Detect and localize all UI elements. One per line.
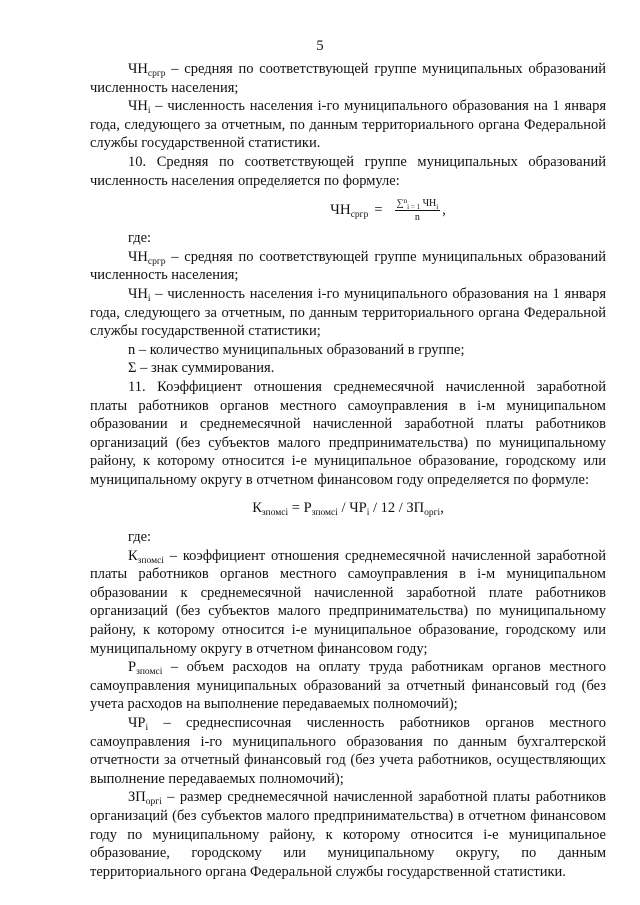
paragraph-rzpoms-def: $Р_{зпомсi}$ – объем расходов на оплату труда работникам органов местного самоуправления муниципальных образований за отчетный финансовый год (без учета расходов на выполнение передаваемых полномочий);: [90, 659, 606, 713]
paragraph-section-10: 10. Средняя по соответствующей группе муниципальных образований численность населения определяется по формуле:: [90, 153, 606, 189]
formula-salary-ratio: $К_{зпомсi} = Р_{зпомсi} / ЧР_i / 12 / ЗП_{оргi}$,: [252, 500, 444, 519]
document-body: [90, 60, 606, 881]
formula-fraction: [395, 198, 441, 223]
formula-equals: =: [374, 202, 383, 219]
paragraph-chr-def: $ЧР_i$ – среднесписочная численность работников органов местного самоуправления i-го муниципального образования по данным бухгалтерской отчетности за отчетный финансовый год (без учета работников, осуществляющих выполнение передаваемых полномочий);: [90, 715, 606, 787]
page-number: 5: [316, 38, 324, 54]
paragraph-chn-i-def-1: $ЧН_i$ – численность населения i-го муниципального образования на 1 января года, следующего за отчетным, по данным территориального органа Федеральной службы государственной статистики.: [90, 98, 606, 152]
formula-average-population: [170, 198, 606, 223]
paragraph-chn-srgr-def-1: $ЧН_{сргр}$ – средняя по соответствующей группе муниципальных образований численность населения;: [90, 61, 606, 96]
paragraph-n-def: n – количество муниципальных образований в группе;: [128, 341, 465, 358]
paragraph-sigma-def: Σ – знак суммирования.: [128, 360, 275, 377]
paragraph-section-11: 11. Коэффициент отношения среднемесячной начисленной заработной платы работников органов местного самоуправления в i-м муниципальном образовании и среднемесячной начисленной заработной платы работников организаций (без субъектов малого предпринимательства) по муниципальному району, к которому относится i-е муниципальное образование, городскому или муниципальному округу в отчетном финансовом году определяется по формуле:: [90, 378, 606, 488]
formula-comma: ,: [442, 202, 446, 219]
formula-lhs: $ЧН_{сргр}$: [330, 202, 369, 221]
formula-denominator: n: [414, 212, 420, 224]
paragraph-chn-srgr-def-2: $ЧН_{сргр}$ – средняя по соответствующей группе муниципальных образований численность населения;: [90, 248, 606, 284]
where-label-2: где:: [128, 529, 152, 546]
paragraph-kzpoms-def: $К_{зпомсi}$ – коэффициент отношения среднемесячной начисленной заработной платы работников органов местного самоуправления в i-м муниципальном образовании к среднемесячной начисленной заработной плате работников организаций (без субъектов малого предпринимательства) по муниципальному району, к которому относится i-е муниципальное образование, городскому или муниципальному округу в отчетном финансовом году;: [90, 547, 606, 657]
paragraph-chn-i-def-2: $ЧН_i$ – численность населения i-го муниципального образования на 1 января года, следующего за отчетным, по данным территориального органа Федеральной службы государственной статистики;: [90, 285, 606, 340]
formula-numerator: ∑$^n_{i = 1}$ $ЧН_i$: [396, 197, 439, 212]
paragraph-zporg-def: $ЗП_{оргi}$ – размер среднемесячной начисленной заработной платы работников организаций (без субъектов малого предпринимательства) в отчетном финансовом году по муниципальному району, к которому относится i-е муниципальное образование, городскому или муниципальному округу, по данным территориального органа Федеральной службы государственной статистики.: [90, 789, 606, 880]
where-label-1: где:: [128, 230, 152, 247]
